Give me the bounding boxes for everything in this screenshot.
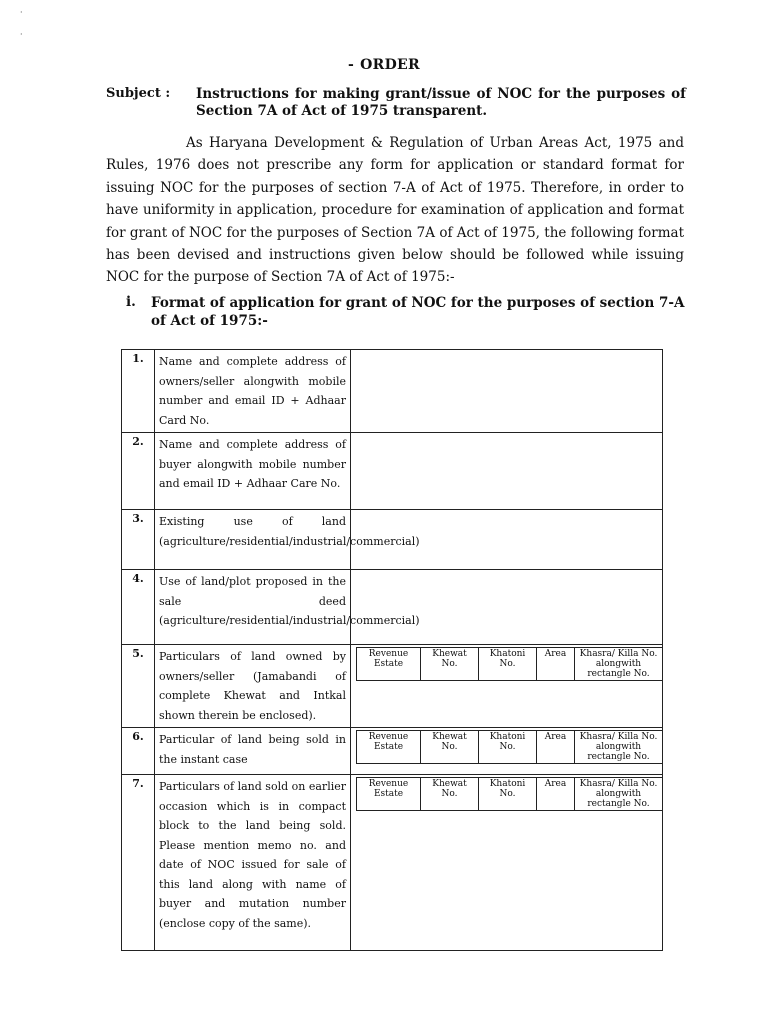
header-khatoni: Khatoni No.: [479, 778, 537, 811]
row-number: 1.: [122, 350, 155, 433]
row-description: Name and complete address of buyer alongwith mobile number and email ID + Adhaar Care No.: [155, 433, 351, 510]
row-description: Particulars of land sold on earlier occasion which is in compact block to the land being sold. Please mention memo no. and date of NOC issued for sale of this land along with name of buyer and mutation number (enclose copy of the same).: [155, 775, 351, 951]
row-description: Existing use of land (agriculture/residential/industrial/commercial): [155, 510, 351, 570]
header-area: Area: [537, 778, 575, 811]
item-number: i.: [126, 294, 136, 310]
row-number: 4.: [122, 570, 155, 645]
subtable-header-row: [357, 778, 663, 811]
header-khewat: Khewat No.: [421, 648, 479, 681]
header-khasra: Khasra/ Killa No. alongwith rectangle No.: [575, 648, 663, 681]
row-description: Particulars of land owned by owners/seller (Jamabandi of complete Khewat and Intkal shown therein be enclosed).: [155, 645, 351, 728]
header-khewat: Khewat No.: [421, 778, 479, 811]
row-description: Name and complete address of owners/seller alongwith mobile number and email ID + Adhaar Card No.: [155, 350, 351, 433]
header-khewat: Khewat No.: [421, 731, 479, 764]
item-text: Format of application for grant of NOC for the purposes of section 7-A of Act of 1975:-: [151, 295, 685, 329]
header-khasra: Khasra/ Killa No. alongwith rectangle No.: [575, 778, 663, 811]
row-number: 5.: [122, 645, 155, 728]
subject-label: Subject :: [106, 86, 171, 101]
item-i: [126, 294, 686, 330]
header-khatoni: Khatoni No.: [479, 731, 537, 764]
row-number: 3.: [122, 510, 155, 570]
heading-title: ORDER: [360, 57, 420, 73]
row-description: Use of land/plot proposed in the sale deed (agriculture/residential/industrial/commercial): [155, 570, 351, 645]
land-particulars-subtable: [356, 777, 663, 811]
land-particulars-subtable: [356, 730, 663, 764]
row-description: Particular of land being sold in the instant case: [155, 728, 351, 775]
heading-dash: -: [348, 57, 355, 73]
order-heading: [0, 57, 768, 73]
table-row: [122, 775, 663, 951]
row-number: 7.: [122, 775, 155, 951]
application-format-table: [121, 349, 663, 951]
answer-cell: [351, 433, 663, 510]
header-khatoni: Khatoni No.: [479, 648, 537, 681]
scan-speck: ·: [20, 30, 23, 39]
table-row: [122, 350, 663, 433]
header-area: Area: [537, 648, 575, 681]
subtable-header-row: [357, 731, 663, 764]
answer-cell: [351, 775, 663, 951]
subject-row: [106, 86, 686, 120]
table-row: [122, 728, 663, 775]
table-row: [122, 570, 663, 645]
table-row: [122, 433, 663, 510]
header-khasra: Khasra/ Killa No. alongwith rectangle No.: [575, 731, 663, 764]
land-particulars-subtable: [356, 647, 663, 681]
scan-speck: ·: [20, 8, 23, 17]
table-row: [122, 645, 663, 728]
header-revenue-estate: Revenue Estate: [357, 648, 421, 681]
subject-text: Instructions for making grant/issue of NOC for the purposes of Section 7A of Act of 1975 transparent.: [196, 86, 686, 119]
header-revenue-estate: Revenue Estate: [357, 731, 421, 764]
subtable-header-row: [357, 648, 663, 681]
answer-cell: [351, 350, 663, 433]
answer-cell: [351, 645, 663, 728]
header-revenue-estate: Revenue Estate: [357, 778, 421, 811]
header-area: Area: [537, 731, 575, 764]
table-row: [122, 510, 663, 570]
row-number: 2.: [122, 433, 155, 510]
row-number: 6.: [122, 728, 155, 775]
body-paragraph: As Haryana Development & Regulation of Urban Areas Act, 1975 and Rules, 1976 does not prescribe any form for application or standard format for issuing NOC for the purposes of section 7-A of Act of 1975. Therefore, in order to have uniformity in application, procedure for examination of application and format for grant of NOC for the purposes of Section 7A of Act of 1975, the following format has been devised and instructions given below should be followed while issuing NOC for the purpose of Section 7A of Act of 1975:-: [106, 135, 684, 286]
answer-cell: [351, 570, 663, 645]
answer-cell: [351, 728, 663, 775]
